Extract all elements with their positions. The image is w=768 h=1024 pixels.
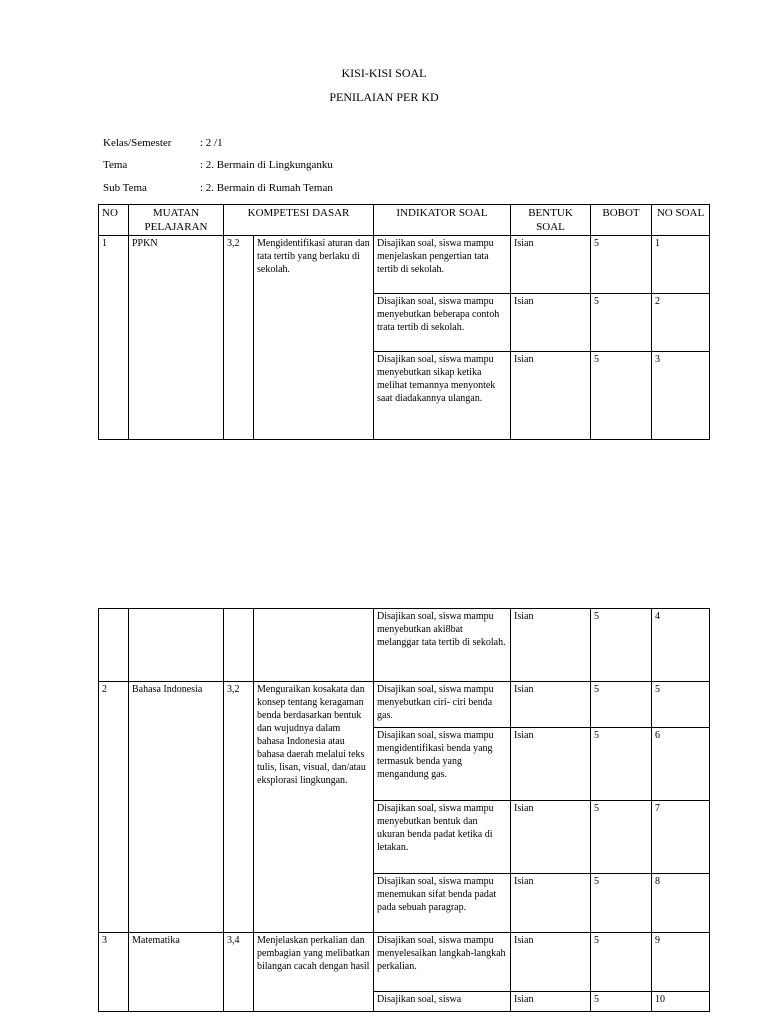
document-title: KISI-KISI SOAL xyxy=(341,66,427,80)
row-bobot: 5 xyxy=(591,874,652,933)
row-bentuk: Isian xyxy=(511,294,591,352)
table-row xyxy=(99,933,710,992)
header-kd: KOMPETESI DASAR xyxy=(224,205,374,236)
header-muatan: MUATAN PELAJARAN xyxy=(129,205,224,236)
kisi-table-page1 xyxy=(98,204,710,440)
kisi-table-page2 xyxy=(98,608,710,1012)
document-subtitle: PENILAIAN PER KD xyxy=(329,90,439,104)
row-no: 3 xyxy=(99,933,129,1012)
row-kd-number xyxy=(224,609,254,682)
row-bentuk: Isian xyxy=(511,992,591,1012)
table-header-row xyxy=(99,205,710,236)
header-indikator: INDIKATOR SOAL xyxy=(374,205,511,236)
row-indikator: Disajikan soal, siswa mampu menyelesaikan langkah-langkah perkalian. xyxy=(374,933,511,992)
row-indikator: Disajikan soal, siswa mampu menjelaskan pengertian tata tertib di sekolah. xyxy=(374,236,511,294)
row-bentuk: Isian xyxy=(511,682,591,728)
meta-value: : 2 /1 xyxy=(200,137,223,149)
row-indikator: Disajikan soal, siswa mampu menyebutkan beberapa contoh trata tertib di sekolah. xyxy=(374,294,511,352)
row-indikator: Disajikan soal, siswa mampu menyebutkan bentuk dan ukuran benda padat ketika di letakan. xyxy=(374,801,511,874)
table-row xyxy=(99,236,710,294)
meta-kelas xyxy=(103,137,223,149)
row-no-soal: 10 xyxy=(652,992,710,1012)
row-no-soal: 8 xyxy=(652,874,710,933)
row-indikator: Disajikan soal, siswa xyxy=(374,992,511,1012)
row-no-soal: 1 xyxy=(652,236,710,294)
row-indikator: Disajikan soal, siswa mampu menyebutkan ciri- ciri benda gas. xyxy=(374,682,511,728)
row-bobot: 5 xyxy=(591,728,652,801)
row-kd-text: Menguraikan kosakata dan konsep tentang keragaman benda berdasarkan bentuk dan wujudnya dalam bahasa Indonesia atau bahasa daerah melalui teks tulis, lisan, visual, dan/atau eksplorasi lingkungan. xyxy=(254,682,374,933)
header-bobot: BOBOT xyxy=(591,205,652,236)
header-no-soal: NO SOAL xyxy=(652,205,710,236)
row-indikator: Disajikan soal, siswa mampu menyebutkan aki8bat melanggar tata tertib di sekolah. xyxy=(374,609,511,682)
row-muatan: Bahasa Indonesia xyxy=(129,682,224,933)
header-bentuk: BENTUK SOAL xyxy=(511,205,591,236)
row-kd-number: 3,2 xyxy=(224,682,254,933)
row-muatan xyxy=(129,609,224,682)
row-bentuk: Isian xyxy=(511,609,591,682)
row-bobot: 5 xyxy=(591,682,652,728)
meta-subtema xyxy=(103,182,333,194)
meta-label: Sub Tema xyxy=(103,182,147,194)
meta-label: Tema xyxy=(103,159,128,171)
row-bentuk: Isian xyxy=(511,874,591,933)
row-kd-text xyxy=(254,609,374,682)
row-bobot: 5 xyxy=(591,352,652,440)
row-kd-text: Mengidentifikasi aturan dan tata tertib yang berlaku di sekolah. xyxy=(254,236,374,440)
row-bentuk: Isian xyxy=(511,933,591,992)
row-no-soal: 9 xyxy=(652,933,710,992)
row-no xyxy=(99,609,129,682)
row-no-soal: 2 xyxy=(652,294,710,352)
meta-tema xyxy=(103,159,333,171)
row-no: 2 xyxy=(99,682,129,933)
row-bentuk: Isian xyxy=(511,352,591,440)
table-row xyxy=(99,682,710,728)
row-no-soal: 7 xyxy=(652,801,710,874)
row-bentuk: Isian xyxy=(511,801,591,874)
row-kd-text: Menjelaskan perkalian dan pembagian yang melibatkan bilangan cacah dengan hasil xyxy=(254,933,374,1012)
row-indikator: Disajikan soal, siswa mampu menemukan sifat benda padat pada sebuah paragrap. xyxy=(374,874,511,933)
row-no: 1 xyxy=(99,236,129,440)
row-no-soal: 6 xyxy=(652,728,710,801)
meta-value: : 2. Bermain di Rumah Teman xyxy=(200,182,333,194)
row-bobot: 5 xyxy=(591,992,652,1012)
row-indikator: Disajikan soal, siswa mampu menyebutkan sikap ketika melihat temannya menyontek saat diadakannya ulangan. xyxy=(374,352,511,440)
row-muatan: PPKN xyxy=(129,236,224,440)
row-bentuk: Isian xyxy=(511,236,591,294)
row-kd-number: 3,4 xyxy=(224,933,254,1012)
row-bobot: 5 xyxy=(591,294,652,352)
row-bobot: 5 xyxy=(591,609,652,682)
row-muatan: Matematika xyxy=(129,933,224,1012)
meta-value: : 2. Bermain di Lingkunganku xyxy=(200,159,333,171)
row-bobot: 5 xyxy=(591,236,652,294)
table-row xyxy=(99,609,710,682)
row-no-soal: 4 xyxy=(652,609,710,682)
row-no-soal: 5 xyxy=(652,682,710,728)
row-bentuk: Isian xyxy=(511,728,591,801)
meta-label: Kelas/Semester xyxy=(103,137,172,149)
row-kd-number: 3,2 xyxy=(224,236,254,440)
row-indikator: Disajikan soal, siswa mampu mengidentifikasi benda yang termasuk benda yang mengandung gas. xyxy=(374,728,511,801)
row-bobot: 5 xyxy=(591,933,652,992)
row-bobot: 5 xyxy=(591,801,652,874)
header-no: NO xyxy=(99,205,129,236)
row-no-soal: 3 xyxy=(652,352,710,440)
